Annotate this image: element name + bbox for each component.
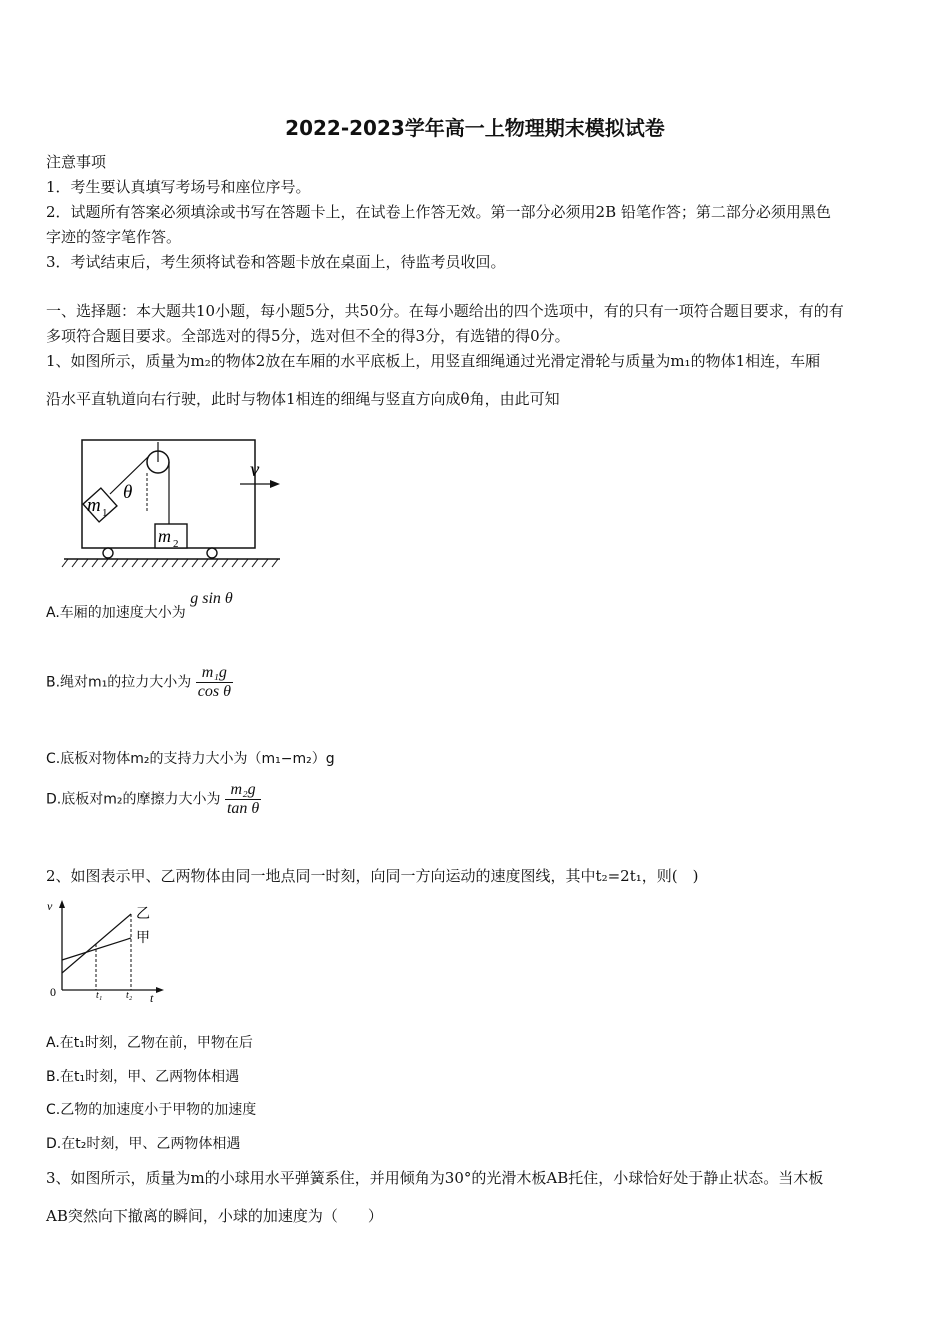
question-1-stem: 沿水平直轨道向右行驶，此时与物体1相连的细绳与竖直方向成θ角，由此可知 (46, 390, 560, 408)
jia-label: 甲 (136, 931, 150, 946)
notice-item: 3．考试结束后，考生须将试卷和答题卡放在桌面上，待监考员收回。 (46, 253, 506, 271)
notice-heading: 注意事项 (46, 153, 107, 171)
notice-item: 2．试题所有答案必须填涂或书写在答题卡上，在试卷上作答无效。第一部分必须用2B 铅笔作答；第二部分必须用黑色 (46, 203, 831, 221)
fraction: $\frac{\text{m₁g}}{\text{cos θ}}$ (197, 664, 231, 700)
m1-label: m (87, 495, 101, 516)
question-1-stem: 1、如图所示，质量为m₂的物体2放在车厢的水平底板上，用竖直细绳通过光滑定滑轮与质量为m₁的物体1相连，车厢 (46, 352, 821, 370)
question-1-option-a[interactable]: A.车厢的加速度大小为 g sin θ (46, 590, 233, 621)
t2-label: t₂ (126, 990, 133, 1001)
question-3-stem: AB突然向下撤离的瞬间，小球的加速度为（ ） (46, 1207, 383, 1225)
yi-label: 乙 (136, 907, 150, 922)
question-2-option-a[interactable]: A.在t₁时刻，乙物在前，甲物在后 (46, 1035, 253, 1051)
fraction: $\frac{\text{m₂g}}{\text{tan θ}}$ (226, 781, 260, 817)
notice-item: 字迹的签字笔作答。 (46, 228, 182, 246)
page-title: 2022-2023学年高一上物理期末模拟试卷 (285, 116, 665, 140)
m2-sub: 2 (173, 538, 179, 550)
notice-item: 1．考生要认真填写考场号和座位序号。 (46, 178, 311, 196)
question-1-figure (60, 432, 290, 572)
origin-label: 0 (50, 985, 56, 999)
m2-label: m (158, 526, 171, 546)
question-2-option-d[interactable]: D.在t₂时刻，甲、乙两物体相遇 (46, 1136, 241, 1152)
t-axis-label: t (150, 991, 154, 1005)
question-2-stem: 2、如图表示甲、乙两物体由同一地点同一时刻，向同一方向运动的速度图线，其中t₂=2t₁，则( ) (46, 867, 699, 885)
v-axis-label: v (47, 899, 53, 913)
option-a-expression: g sin θ (190, 590, 233, 607)
velocity-label: v (250, 457, 260, 481)
question-1-option-d[interactable]: D.底板对m₂的摩擦力大小为 $\frac{\text{m₂g}}{\text{tan θ}}$ (46, 781, 260, 817)
section-instructions: 多项符合题目要求。全部选对的得5分，选对但不全的得3分，有选错的得0分。 (46, 327, 570, 345)
question-2-option-c[interactable]: C.乙物的加速度小于甲物的加速度 (46, 1102, 257, 1118)
theta-label: θ (123, 482, 133, 503)
question-2-graph (44, 898, 174, 1006)
question-1-option-c[interactable]: C.底板对物体m₂的支持力大小为（m₁−m₂）g (46, 751, 335, 767)
section-instructions: 一、选择题：本大题共10小题，每小题5分，共50分。在每小题给出的四个选项中，有的只有一项符合题目要求，有的有 (46, 302, 844, 320)
question-1-option-b[interactable]: B.绳对m₁的拉力大小为 $\frac{\text{m₁g}}{\text{cos θ}}$ (46, 664, 231, 700)
question-3-stem: 3、如图所示，质量为m的小球用水平弹簧系住，并用倾角为30°的光滑木板AB托住，小球恰好处于静止状态。当木板 (46, 1169, 824, 1187)
m1-sub: 1 (102, 507, 108, 519)
t1-label: t₁ (96, 990, 103, 1001)
question-2-option-b[interactable]: B.在t₁时刻，甲、乙两物体相遇 (46, 1069, 240, 1085)
